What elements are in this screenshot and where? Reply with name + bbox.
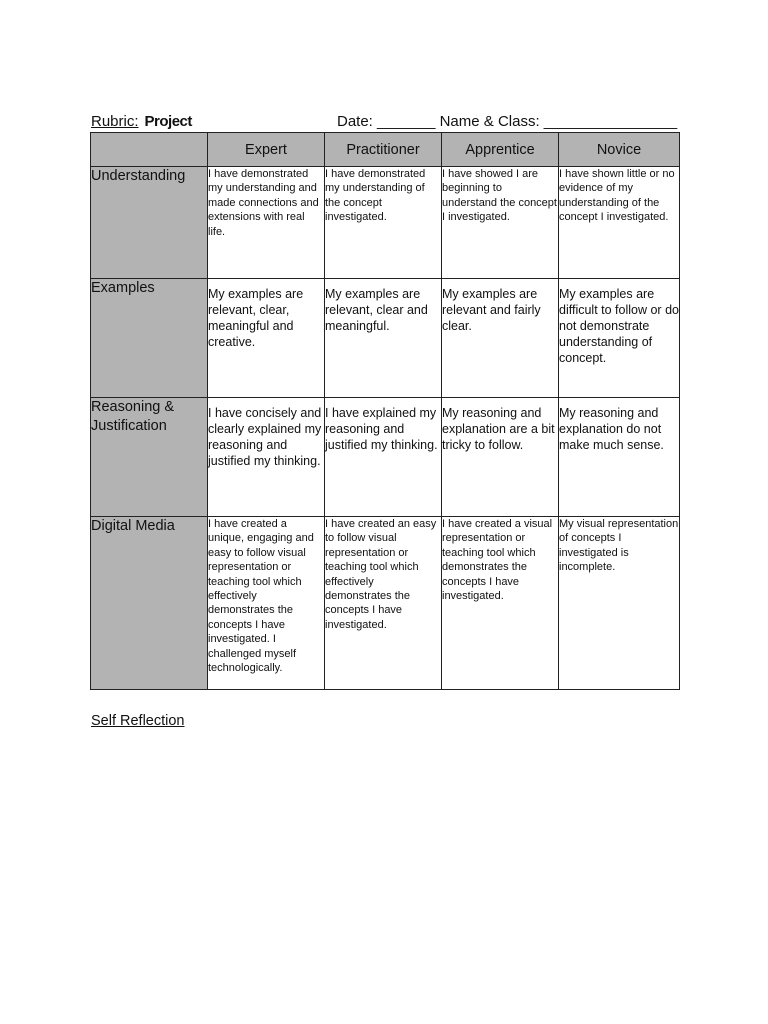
- examples-expert-cell: My examples are relevant, clear, meaningful and creative.: [208, 279, 325, 398]
- document-header: [91, 113, 679, 133]
- reasoning-practitioner-cell: I have explained my reasoning and justified my thinking.: [325, 398, 442, 517]
- digital-media-apprentice-cell: I have created a visual representation or teaching tool which demonstrates the concepts I have investigated.: [442, 517, 559, 690]
- date-name-line: [337, 113, 677, 130]
- rubric-row-digital-media: [91, 517, 680, 690]
- digital-media-practitioner-cell: I have created an easy to follow visual representation or teaching tool which effectively demonstrates the concepts I have investigated.: [325, 517, 442, 690]
- name-class-field-label: Name & Class: ________________: [439, 113, 678, 130]
- examples-novice-cell: My examples are difficult to follow or do not demonstrate understanding of concept.: [559, 279, 680, 398]
- rubric-row-reasoning: [91, 398, 680, 517]
- digital-media-novice-cell: My visual representation of concepts I investigated is incomplete.: [559, 517, 680, 690]
- examples-practitioner-cell: My examples are relevant, clear and meaningful.: [325, 279, 442, 398]
- rubric-header-row: [91, 133, 680, 167]
- understanding-expert-cell: I have demonstrated my understanding and made connections and extensions with real life.: [208, 167, 325, 279]
- understanding-novice-cell: I have shown little or no evidence of my understanding of the concept I investigated.: [559, 167, 680, 279]
- column-header-expert: Expert: [208, 133, 325, 167]
- criterion-examples: Examples: [91, 279, 208, 398]
- understanding-apprentice-cell: I have showed I are beginning to understand the concept I investigated.: [442, 167, 559, 279]
- rubric-row-examples: [91, 279, 680, 398]
- digital-media-expert-cell: I have created a unique, engaging and easy to follow visual representation or teaching tool which effectively demonstrates the concepts I have investigated. I challenged myself technologically.: [208, 517, 325, 690]
- reasoning-apprentice-cell: My reasoning and explanation are a bit tricky to follow.: [442, 398, 559, 517]
- project-label: Project: [144, 113, 192, 130]
- date-field-label: Date: _______: [337, 113, 436, 130]
- criterion-digital-media: Digital Media: [91, 517, 208, 690]
- column-header-practitioner: Practitioner: [325, 133, 442, 167]
- examples-apprentice-cell: My examples are relevant and fairly clear.: [442, 279, 559, 398]
- corner-header-cell: [91, 133, 208, 167]
- column-header-novice: Novice: [559, 133, 680, 167]
- reasoning-expert-cell: I have concisely and clearly explained my reasoning and justified my thinking.: [208, 398, 325, 517]
- rubric-label: Rubric:: [91, 113, 139, 130]
- rubric-table: [90, 132, 680, 690]
- criterion-reasoning-justification: Reasoning & Justification: [91, 398, 208, 517]
- column-header-apprentice: Apprentice: [442, 133, 559, 167]
- criterion-understanding: Understanding: [91, 167, 208, 279]
- understanding-practitioner-cell: I have demonstrated my understanding of the concept investigated.: [325, 167, 442, 279]
- self-reflection-heading: Self Reflection: [91, 713, 185, 729]
- reasoning-novice-cell: My reasoning and explanation do not make much sense.: [559, 398, 680, 517]
- rubric-row-understanding: [91, 167, 680, 279]
